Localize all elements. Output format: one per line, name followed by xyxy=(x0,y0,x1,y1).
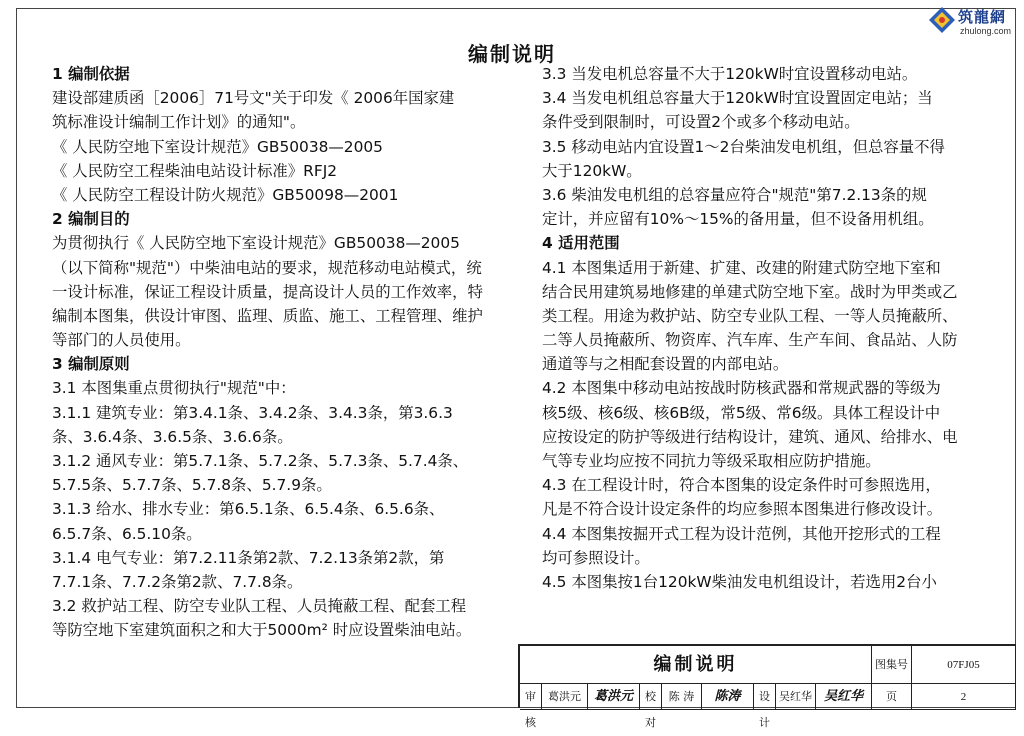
text-line: 等部门的人员使用。 xyxy=(52,331,191,350)
logo-name: 筑龍網 xyxy=(958,8,1007,26)
text-line: 3.1.4 电气专业：第7.2.11条第2款、7.2.13条第2款，第 xyxy=(52,548,445,567)
check-name: 陈 涛 xyxy=(662,684,702,710)
zhulong-logo xyxy=(928,2,1018,42)
text-line: 《 人民防空工程柴油电站设计标准》RFJ2 xyxy=(52,161,338,180)
text-line: 通道等与之相配套设置的内部电站。 xyxy=(542,355,789,374)
text-line: 7.7.1条、7.7.2条第2款、7.7.8条。 xyxy=(52,572,303,591)
text-line: 5.7.5条、5.7.7条、5.7.8条、5.7.9条。 xyxy=(52,476,332,495)
text-line: 《 人民防空工程设计防火规范》GB50098—2001 xyxy=(52,185,399,204)
text-line: 4.3 在工程设计时，符合本图集的设定条件时可参照选用， xyxy=(542,476,941,495)
review-name: 葛洪元 xyxy=(542,684,588,710)
text-line: 4.4 本图集按掘开式工程为设计范例，其他开挖形式的工程 xyxy=(542,524,941,543)
section-heading: 4 适用范围 xyxy=(542,234,620,253)
check-signature: 陈涛 xyxy=(702,684,754,710)
text-line: 4.5 本图集按1台120kW柴油发电机组设计，若选用2台小 xyxy=(542,572,937,591)
title-block-title: 编制说明 xyxy=(520,646,872,684)
text-line: 一设计标准，保证工程设计质量，提高设计人员的工作效率，特 xyxy=(52,282,483,301)
text-line: 应按设定的防护等级进行结构设计，建筑、通风、给排水、电 xyxy=(542,427,958,446)
text-line: 条件受到限制时，可设置2个或多个移动电站。 xyxy=(542,113,860,132)
section-heading: 1 编制依据 xyxy=(52,65,130,83)
text-line: 大于120kW。 xyxy=(542,161,642,180)
design-name: 吴红华 xyxy=(776,684,816,710)
section-heading: 3 编制原则 xyxy=(52,355,130,374)
review-label: 审核 xyxy=(520,684,542,710)
text-line: 6.5.7条、6.5.10条。 xyxy=(52,524,202,543)
logo-site: zhulong.com xyxy=(960,26,1012,36)
text-line: 筑标准设计编制工作计划》的通知"。 xyxy=(52,113,306,132)
text-line: 等防空地下室建筑面积之和大于5000m² 时应设置柴油电站。 xyxy=(52,621,472,640)
text-line: 3.1.3 给水、排水专业：第6.5.1条、6.5.4条、6.5.6条、 xyxy=(52,500,445,519)
text-line: 定计，并应留有10%～15%的备用量，但不设备用机组。 xyxy=(542,210,934,229)
zhulong-logo-icon xyxy=(928,6,956,34)
text-line: 4.2 本图集中移动电站按战时防核武器和常规武器的等级为 xyxy=(542,379,941,398)
text-line: 条、3.6.4条、3.6.5条、3.6.6条。 xyxy=(52,427,293,446)
design-signature: 吴红华 xyxy=(816,684,872,710)
text-line: 3.2 救护站工程、防空专业队工程、人员掩蔽工程、配套工程 xyxy=(52,597,467,616)
text-line: 结合民用建筑易地修建的单建式防空地下室。战时为甲类或乙 xyxy=(542,282,958,301)
text-line: 3.4 当发电机组总容量大于120kW时宜设置固定电站；当 xyxy=(542,89,933,108)
page-title: 编制说明 xyxy=(468,42,556,66)
text-line: 核5级、核6级、核6B级，常5级、常6级。具体工程设计中 xyxy=(542,403,941,422)
text-line: 气等专业均应按不同抗力等级采取相应防护措施。 xyxy=(542,452,881,470)
text-line: 二等人员掩蔽所、物资库、汽车库、生产车间、食品站、人防 xyxy=(542,331,958,350)
design-label: 设计 xyxy=(754,684,776,710)
atlas-no-value: 07FJ05 xyxy=(912,646,1016,684)
text-line: 均可参照设计。 xyxy=(542,548,650,567)
text-line: 3.5 移动电站内宜设置1～2台柴油发电机组，但总容量不得 xyxy=(542,137,945,156)
text-line: 3.1.2 通风专业：第5.7.1条、5.7.2条、5.7.3条、5.7.4条、 xyxy=(52,452,469,470)
section-heading: 2 编制目的 xyxy=(52,210,130,229)
atlas-no-label: 图集号 xyxy=(872,646,912,684)
text-line: 编制本图集，供设计审图、监理、质监、施工、工程管理、维护 xyxy=(52,306,483,325)
right-column xyxy=(542,62,966,594)
text-line: 3.3 当发电机总容量不大于120kW时宜设置移动电站。 xyxy=(542,65,918,83)
text-line: 3.1.1 建筑专业：第3.4.1条、3.4.2条、3.4.3条，第3.6.3 xyxy=(52,403,453,422)
text-line: 类工程。用途为救护站、防空专业队工程、一等人员掩蔽所、 xyxy=(542,306,958,325)
text-line: 为贯彻执行《 人民防空地下室设计规范》GB50038—2005 xyxy=(52,234,460,253)
text-line: 3.1 本图集重点贯彻执行"规范"中： xyxy=(52,379,296,398)
title-block xyxy=(518,644,1016,729)
left-column xyxy=(52,62,508,643)
text-line: 建设部建质函［2006］71号文"关于印发《 2006年国家建 xyxy=(52,89,455,108)
review-signature: 葛洪元 xyxy=(588,684,640,710)
text-line: 4.1 本图集适用于新建、扩建、改建的附建式防空地下室和 xyxy=(542,258,941,277)
text-line: 《 人民防空地下室设计规范》GB50038—2005 xyxy=(52,137,383,156)
text-line: （以下简称"规范"）中柴油电站的要求，规范移动电站模式，统 xyxy=(52,258,482,277)
text-line: 凡是不符合设计设定条件的均应参照本图集进行修改设计。 xyxy=(542,500,943,519)
check-label: 校对 xyxy=(640,684,662,710)
page-number: 2 xyxy=(912,684,1016,710)
text-line: 3.6 柴油发电机组的总容量应符合"规范"第7.2.13条的规 xyxy=(542,185,927,204)
page-label: 页 xyxy=(872,684,912,710)
